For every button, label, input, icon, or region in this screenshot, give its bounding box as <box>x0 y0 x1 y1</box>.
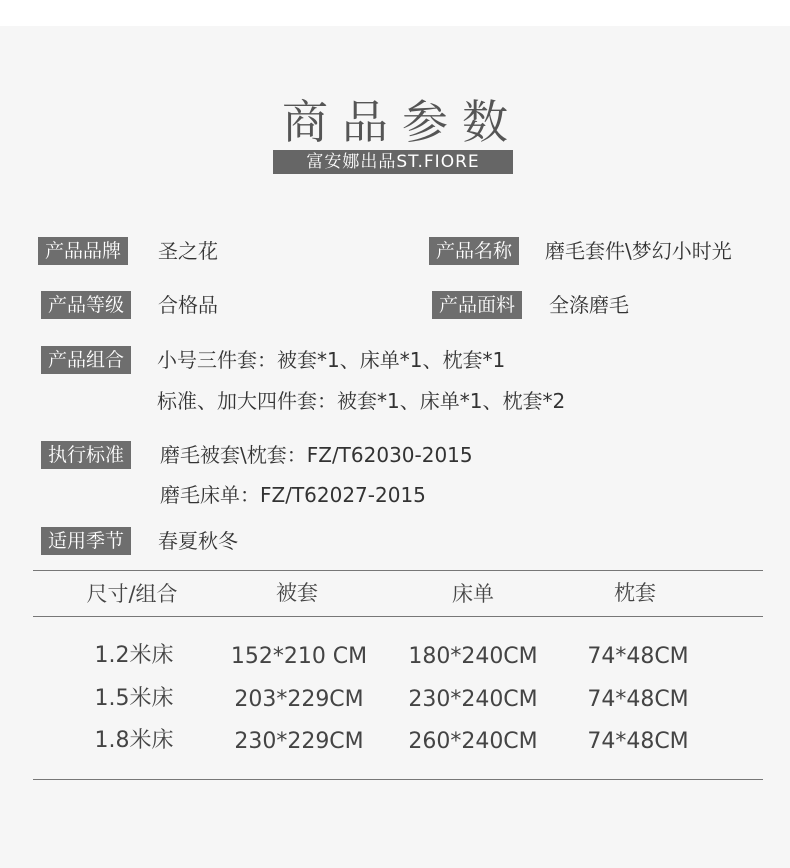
table-header-size: 尺寸/组合 <box>86 582 178 606</box>
table-cell: 180*240CM <box>408 644 538 669</box>
brand-value: 圣之花 <box>158 239 218 263</box>
table-cell: 260*240CM <box>408 729 538 754</box>
brand-subtitle: 富安娜出品ST.FIORE <box>273 150 513 174</box>
brand-label: 产品品牌 <box>38 237 128 265</box>
combo-line-1: 小号三件套：被套*1、床单*1、枕套*1 <box>157 348 506 372</box>
table-bottom-rule <box>33 779 763 780</box>
fabric-value: 全涤磨毛 <box>549 293 629 317</box>
product-name-value: 磨毛套件\梦幻小时光 <box>545 239 732 263</box>
table-header-rule <box>33 616 763 617</box>
table-cell: 74*48CM <box>587 687 689 712</box>
table-cell: 230*229CM <box>234 729 364 754</box>
grade-label: 产品等级 <box>41 291 131 319</box>
table-top-rule <box>33 570 763 571</box>
standard-line-1: 磨毛被套\枕套：FZ/T62030-2015 <box>160 443 473 467</box>
combo-label: 产品组合 <box>41 346 131 374</box>
table-header-pillowcase: 枕套 <box>614 581 656 605</box>
standard-label: 执行标准 <box>41 441 131 469</box>
season-value: 春夏秋冬 <box>158 529 238 553</box>
table-cell: 1.5米床 <box>94 686 174 711</box>
standard-line-2: 磨毛床单：FZ/T62027-2015 <box>160 483 426 507</box>
fabric-label: 产品面料 <box>432 291 522 319</box>
table-cell: 1.2米床 <box>94 643 174 668</box>
grade-value: 合格品 <box>158 293 218 317</box>
table-cell: 203*229CM <box>234 687 364 712</box>
table-cell: 230*240CM <box>408 687 538 712</box>
product-name-label: 产品名称 <box>429 237 519 265</box>
table-cell: 74*48CM <box>587 644 689 669</box>
table-header-duvet: 被套 <box>276 581 318 605</box>
table-cell: 1.8米床 <box>94 728 174 753</box>
table-header-sheet: 床单 <box>452 582 494 606</box>
table-cell: 152*210 CM <box>230 644 368 669</box>
page-title: 商品参数 <box>282 95 522 149</box>
combo-line-2: 标准、加大四件套：被套*1、床单*1、枕套*2 <box>157 389 566 413</box>
table-cell: 74*48CM <box>587 729 689 754</box>
season-label: 适用季节 <box>41 527 131 555</box>
